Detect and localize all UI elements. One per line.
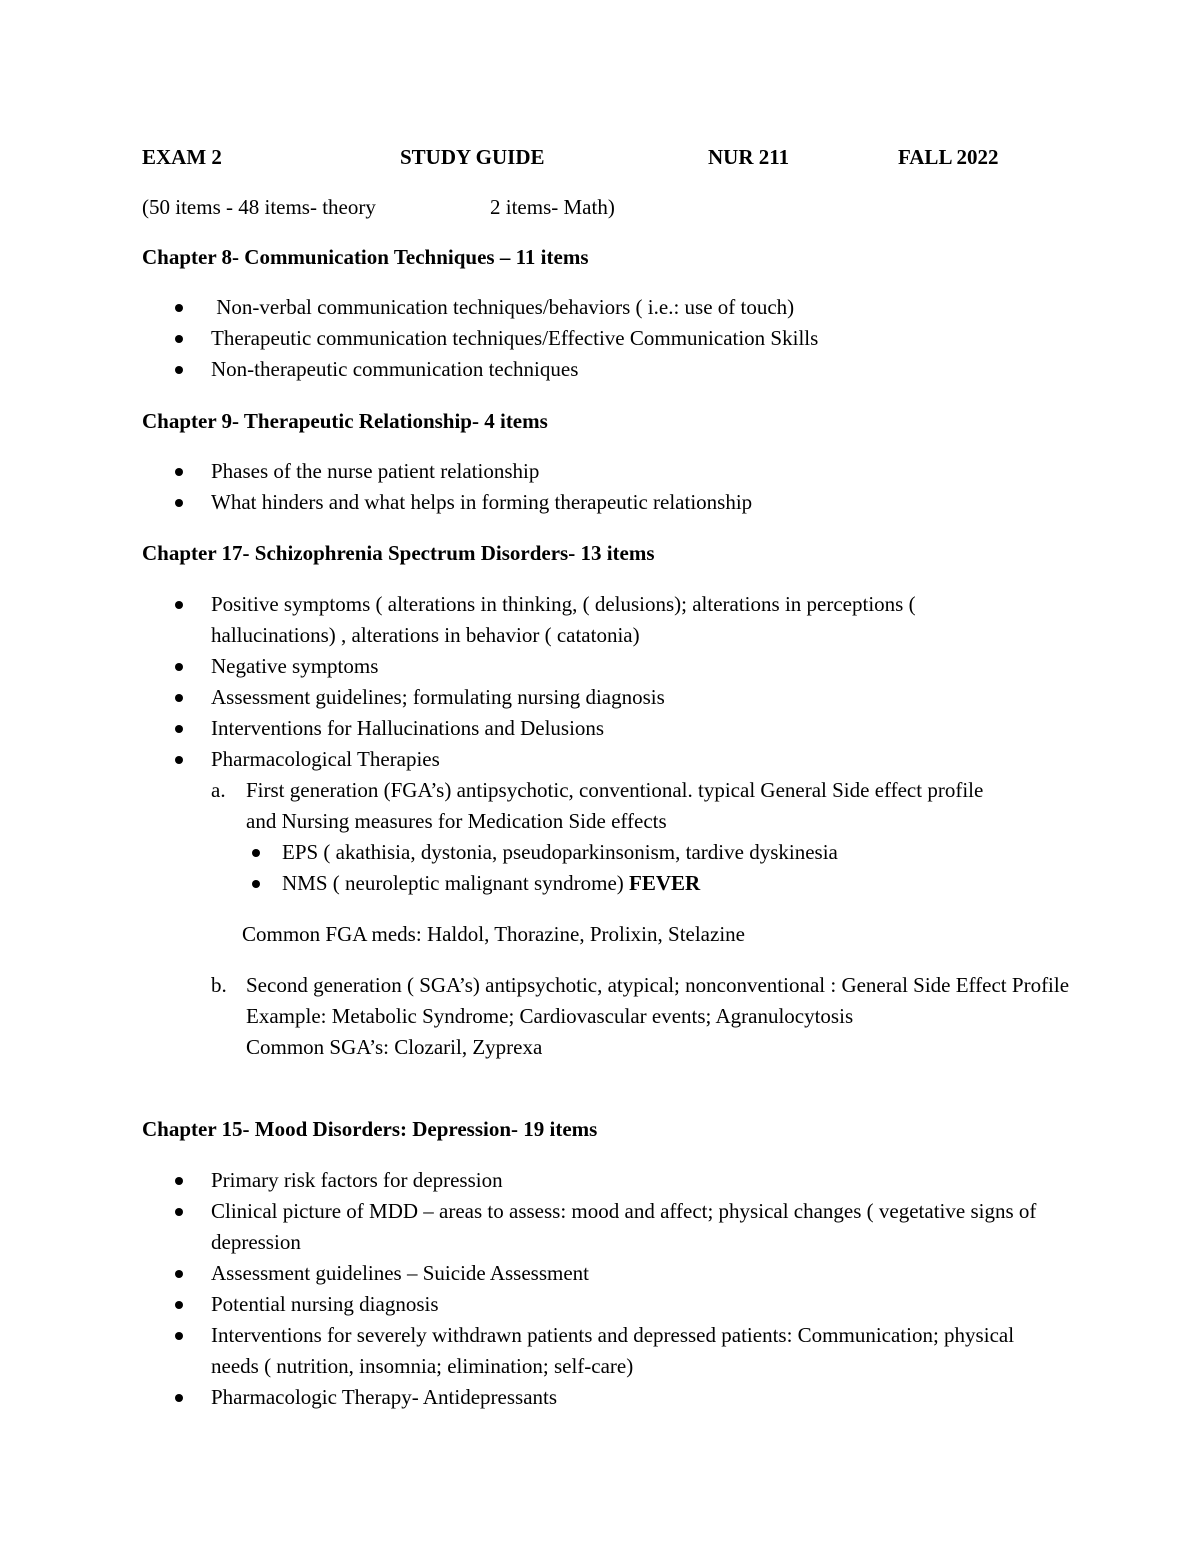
list-item — [211, 868, 1011, 899]
course-label: NUR 211 — [708, 145, 790, 169]
items-theory: (50 items - 48 items- theory — [142, 195, 376, 219]
list-item: Clinical picture of MDD – areas to assess: mood and affect; physical changes ( vegetative signs of depression — [142, 1196, 1062, 1258]
fever-emphasis: FEVER — [629, 871, 701, 895]
exam-label: EXAM 2 — [142, 145, 222, 169]
list-item: What hinders and what helps in forming therapeutic relationship — [142, 487, 1072, 518]
list-item: Pharmacologic Therapy- Antidepressants — [142, 1382, 1062, 1413]
sub-item-b — [211, 970, 1071, 1063]
list-item: Negative symptoms — [142, 651, 1002, 682]
guide-label: STUDY GUIDE — [400, 145, 545, 169]
list-item: Assessment guidelines – Suicide Assessment — [142, 1258, 1062, 1289]
list-item: Interventions for severely withdrawn patients and depressed patients: Communication; physical needs ( nutrition, insomnia; elimination; self-care) — [142, 1320, 1062, 1382]
chapter-17-list — [142, 589, 1002, 775]
chapter-17-title: Chapter 17- Schizophrenia Spectrum Disorders- 13 items — [142, 541, 655, 565]
common-fga-meds: Common FGA meds: Haldol, Thorazine, Prolixin, Stelazine — [242, 922, 745, 946]
list-item: Potential nursing diagnosis — [142, 1289, 1062, 1320]
sub-item-a-text — [211, 775, 1011, 837]
sub-b-example: Example: Metabolic Syndrome; Cardiovascular events; Agranulocytosis — [246, 1004, 854, 1028]
chapter-9-title: Chapter 9- Therapeutic Relationship- 4 items — [142, 409, 548, 433]
sub-letter-a: a. — [211, 778, 226, 802]
list-item: Pharmacological Therapies — [142, 744, 1002, 775]
items-math: 2 items- Math) — [490, 195, 615, 219]
chapter-8-list — [142, 292, 1072, 385]
items-summary — [142, 192, 1042, 223]
sub-letter-b: b. — [211, 973, 227, 997]
term-label: FALL 2022 — [898, 145, 999, 169]
nms-text: NMS ( neuroleptic malignant syndrome) — [282, 871, 624, 895]
list-item: Non-verbal communication techniques/behaviors ( i.e.: use of touch) — [142, 292, 1072, 323]
list-item: Assessment guidelines; formulating nursing diagnosis — [142, 682, 1002, 713]
list-item: Primary risk factors for depression — [142, 1165, 1062, 1196]
list-item: Positive symptoms ( alterations in thinking, ( delusions); alterations in perceptions ( hallucinations) , alterations in behavior ( catatonia) — [142, 589, 1002, 651]
sub-b-description: Second generation ( SGA’s) antipsychotic, atypical; nonconventional : General Side Effect Profile — [246, 973, 1070, 997]
sub-item-b-text — [211, 970, 1071, 1063]
list-item: Interventions for Hallucinations and Delusions — [142, 713, 1002, 744]
chapter-15-title: Chapter 15- Mood Disorders: Depression- 19 items — [142, 1117, 598, 1141]
sub-item-a — [211, 775, 1011, 899]
header-row — [0, 142, 1200, 173]
chapter-15-list — [142, 1165, 1062, 1413]
sub-a-bullets — [211, 837, 1011, 899]
list-item: Phases of the nurse patient relationship — [142, 456, 1072, 487]
list-item: Therapeutic communication techniques/Effective Communication Skills — [142, 323, 1072, 354]
list-item: Non-therapeutic communication techniques — [142, 354, 1072, 385]
sub-a-description: First generation (FGA’s) antipsychotic, conventional. typical General Side effect profile and Nursing measures for Medication Side effects — [246, 778, 984, 833]
chapter-8-title: Chapter 8- Communication Techniques – 11 items — [142, 245, 589, 269]
list-item: EPS ( akathisia, dystonia, pseudoparkinsonism, tardive dyskinesia — [211, 837, 1011, 868]
chapter-9-list — [142, 456, 1072, 518]
sub-b-common: Common SGA’s: Clozaril, Zyprexa — [246, 1035, 543, 1059]
